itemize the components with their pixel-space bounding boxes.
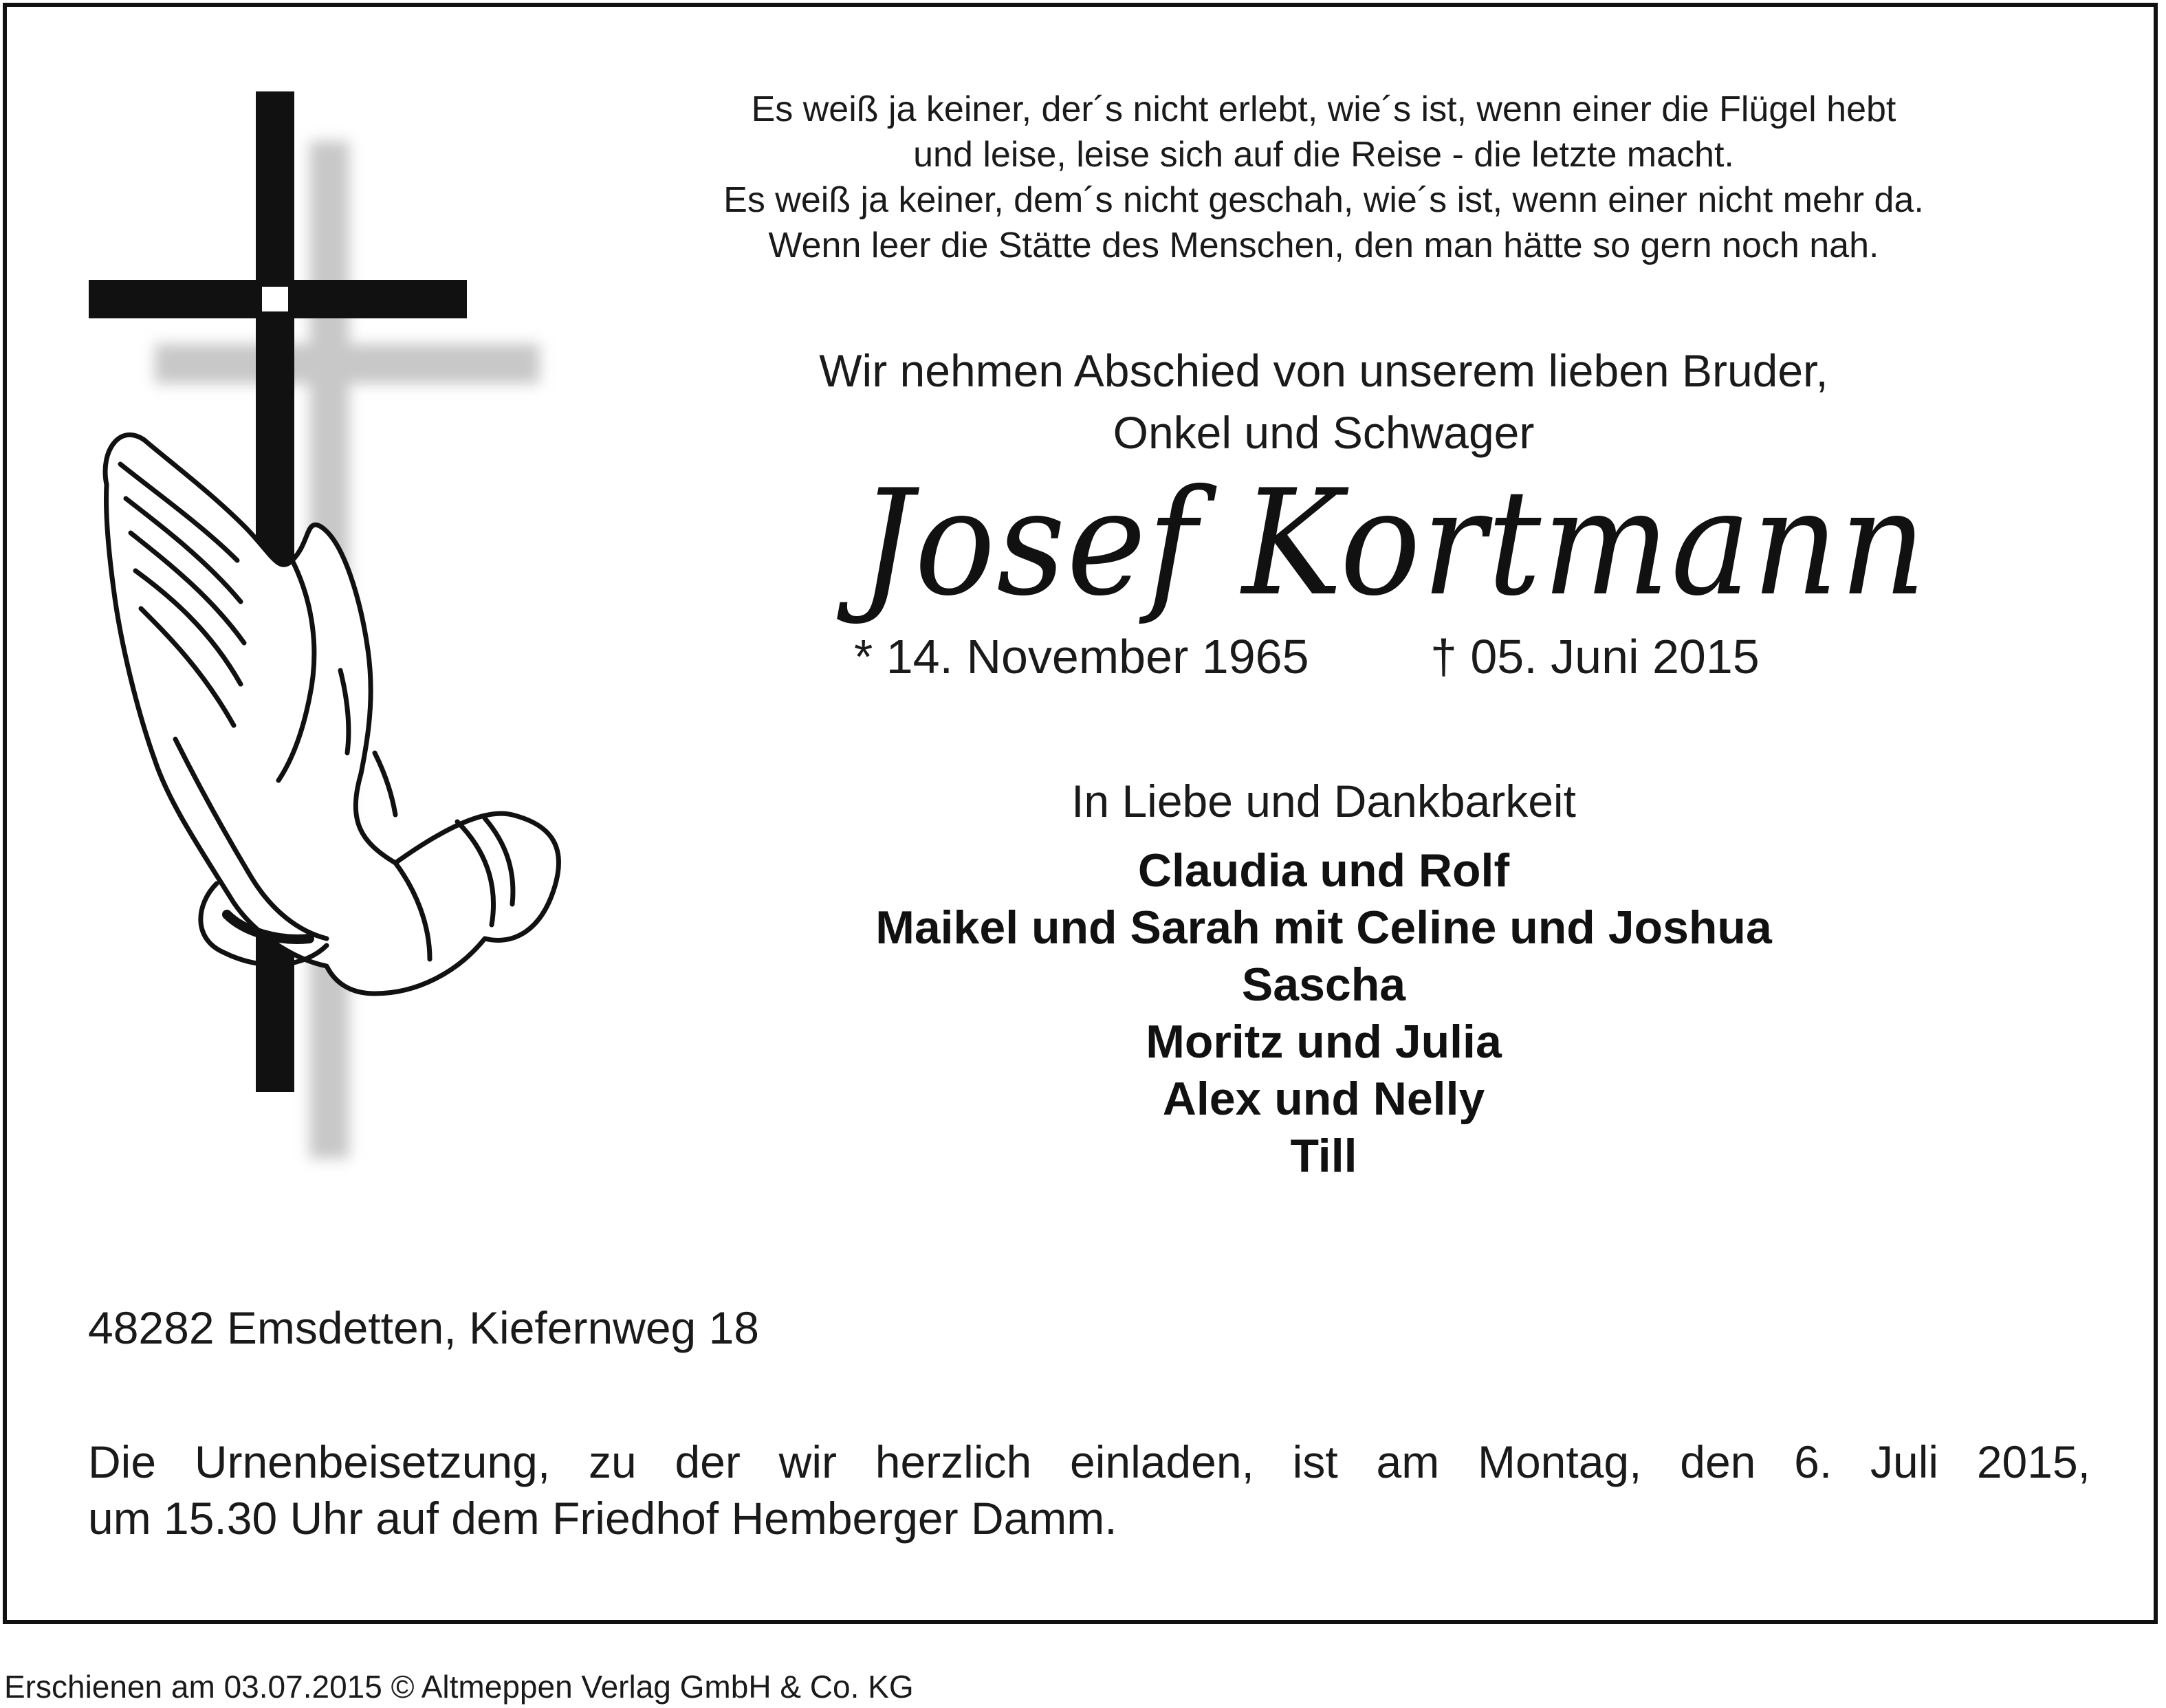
intro-line: Wir nehmen Abschied von unserem lieben Bruder,	[819, 345, 1828, 396]
cross-and-hands-illustration	[72, 79, 581, 1179]
mourners-list	[612, 842, 2035, 1185]
deceased-name: Josef Kortmann	[860, 458, 1928, 628]
funeral-notice	[88, 1434, 2090, 1546]
farewell-intro	[612, 340, 2035, 463]
poem-line: Wenn leer die Stätte des Menschen, den man hätte so gern noch nah.	[768, 226, 1879, 265]
mourner-entry: Alex und Nelly	[1162, 1073, 1485, 1125]
publication-footer: Erschienen am 03.07.2015 © Altmeppen Verlag GmbH & Co. KG	[4, 1669, 914, 1705]
death-date: † 05. Juni 2015	[1430, 630, 1760, 683]
poem-line: und leise, leise sich auf die Reise - die letzte macht.	[913, 135, 1734, 175]
mourner-entry: Maikel und Sarah mit Celine und Joshua	[875, 901, 1772, 954]
funeral-line: Die Urnenbeisetzung, zu der wir herzlich einladen, ist am Montag, den 6. Juli 2015,	[88, 1436, 2090, 1487]
intro-line: Onkel und Schwager	[1113, 407, 1535, 458]
poem-line: Es weiß ja keiner, dem´s nicht geschah, wie´s ist, wenn einer nicht mehr da.	[723, 180, 1924, 220]
mourner-entry: Till	[1290, 1130, 1357, 1182]
address: 48282 Emsdetten, Kiefernweg 18	[88, 1302, 759, 1353]
poem-line: Es weiß ja keiner, der´s nicht erlebt, wie´s ist, wenn einer die Flügel hebt	[751, 89, 1896, 129]
gratitude-line: In Liebe und Dankbarkeit	[1071, 776, 1576, 826]
mourner-entry: Sascha	[1241, 959, 1406, 1011]
poem	[612, 87, 2035, 268]
mourner-entry: Moritz und Julia	[1146, 1016, 1502, 1068]
birth-date: * 14. November 1965	[854, 630, 1309, 683]
mourner-entry: Claudia und Rolf	[1137, 844, 1510, 897]
obituary-notice	[3, 3, 2158, 1624]
funeral-line: um 15.30 Uhr auf dem Friedhof Hemberger Damm.	[88, 1493, 1117, 1544]
